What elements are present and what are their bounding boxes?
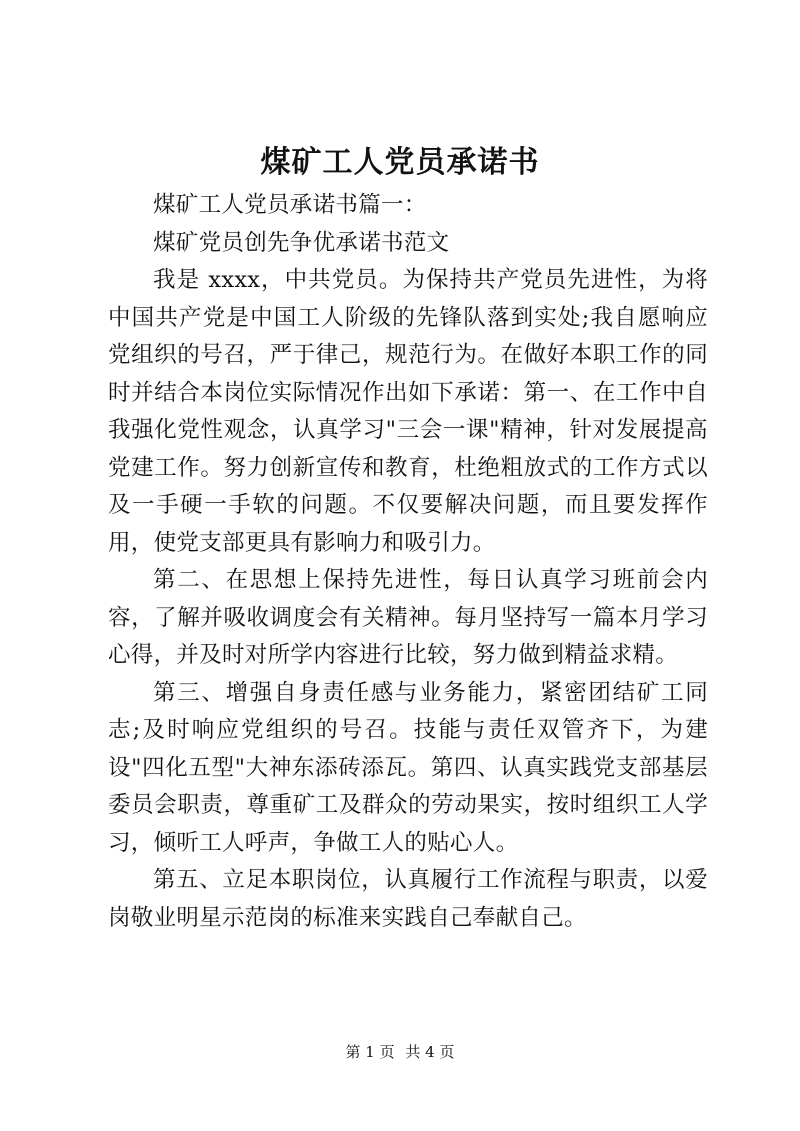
- paragraph-third: 第三、增强自身责任感与业务能力，紧密团结矿工同志;及时响应党组织的号召。技能与责任双管齐下，为建设"四化五型"大神东添砖添瓦。第四、认真实践党支部基层委员会职责，尊重矿工及群众的劳动果实，按时组织工人学习，倾听工人呼声，争做工人的贴心人。: [108, 679, 708, 856]
- page-total: 共 4 页: [405, 1043, 455, 1061]
- paragraph-intro: 我是 xxxx，中共党员。为保持共产党员先进性，为将中国共产党是中国工人阶级的先锋队落到实处;我自愿响应党组织的号召，严于律己，规范行为。在做好本职工作的同时并结合本岗位实际情况作出如下承诺：第一、在工作中自我强化党性观念，认真学习"三会一课"精神，针对发展提高党建工作。努力创新宣传和教育，杜绝粗放式的工作方式以及一手硬一手软的问题。不仅要解决问题，而且要发挥作用，使党支部更具有影响力和吸引力。: [108, 267, 708, 556]
- page-footer: [0, 1040, 800, 1064]
- paragraph-heading: 煤矿工人党员承诺书篇一：: [153, 192, 427, 218]
- paragraph-fifth: 第五、立足本职岗位，认真履行工作流程与职责，以爱岗敬业明星示范岗的标准来实践自己奉献自己。: [108, 867, 708, 931]
- paragraph-subheading: 煤矿党员创先争优承诺书范文: [153, 229, 450, 256]
- page-number: 第 1 页: [345, 1043, 395, 1061]
- paragraph-second: 第二、在思想上保持先进性，每日认真学习班前会内容，了解并吸收调度会有关精神。每月坚持写一篇本月学习心得，并及时对所学内容进行比较，努力做到精益求精。: [108, 567, 708, 668]
- document-title: 煤矿工人党员承诺书: [260, 145, 540, 180]
- document-body: [108, 187, 708, 937]
